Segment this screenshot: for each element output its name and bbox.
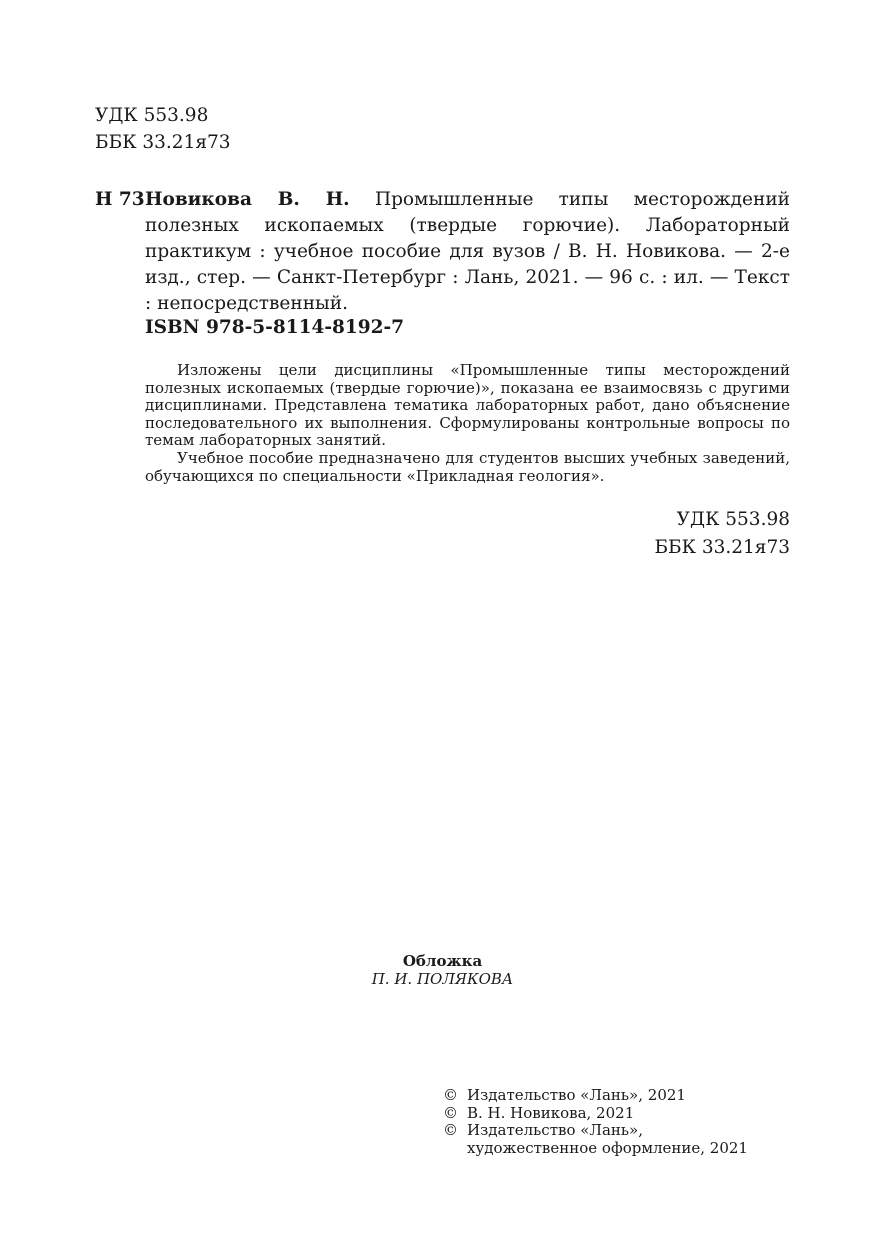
copyright-block [443, 1087, 748, 1157]
copyright-text: Издательство «Лань», 2021 [467, 1086, 686, 1104]
entry-description: Промышленные типы месторождений полезных ископаемых (твердые горючие). Лабораторный практикум : учебное пособие для вузов / В. Н. Новикова. — 2-е изд., стер. — Санкт-Петербург : Лань, 2021. — 96 с. : ил. — Текст : непосредственный. [145, 189, 790, 314]
bbk-code-top: ББК 33.21я73 [95, 132, 231, 153]
abstract-paragraph-2: Учебное пособие предназначено для студентов высших учебных заведений, обучающихся по специальности «Прикладная геология». [145, 448, 790, 485]
udk-code-top: УДК 553.98 [95, 105, 209, 126]
bibliographic-entry [145, 187, 790, 317]
copyright-line-continuation [443, 1140, 748, 1158]
copyright-icon: © [443, 1103, 458, 1122]
cover-designer: П. И. ПОЛЯКОВА [371, 970, 514, 988]
copyright-icon: © [443, 1121, 458, 1140]
copyright-text: Издательство «Лань», [467, 1121, 644, 1140]
copyright-line [443, 1105, 748, 1123]
copyright-text: художественное оформление, 2021 [467, 1138, 748, 1157]
copyright-line [443, 1087, 748, 1105]
copyright-text: В. Н. Новикова, 2021 [467, 1103, 635, 1122]
isbn: ISBN 978-5-8114-8192-7 [145, 317, 405, 338]
abstract [145, 362, 790, 485]
bbk-code-bottom: ББК 33.21я73 [654, 537, 790, 558]
entry-author: Новикова В. Н. [145, 189, 350, 210]
abstract-paragraph-1: Изложены цели дисциплины «Промышленные типы месторождений полезных ископаемых (твердые горючие)», показана ее взаимосвязь с другими дисциплинами. Представлена тематика лабораторных работ, дано объяснение последовательного их выполнения. Сформулированы контрольные вопросы по темам лабораторных занятий. [145, 361, 790, 450]
author-sign-code: Н 73 [95, 189, 145, 210]
udk-code-bottom: УДК 553.98 [676, 509, 790, 530]
copyright-icon: © [443, 1086, 458, 1104]
cover-label: Обложка [402, 952, 483, 970]
copyright-line [443, 1122, 748, 1140]
